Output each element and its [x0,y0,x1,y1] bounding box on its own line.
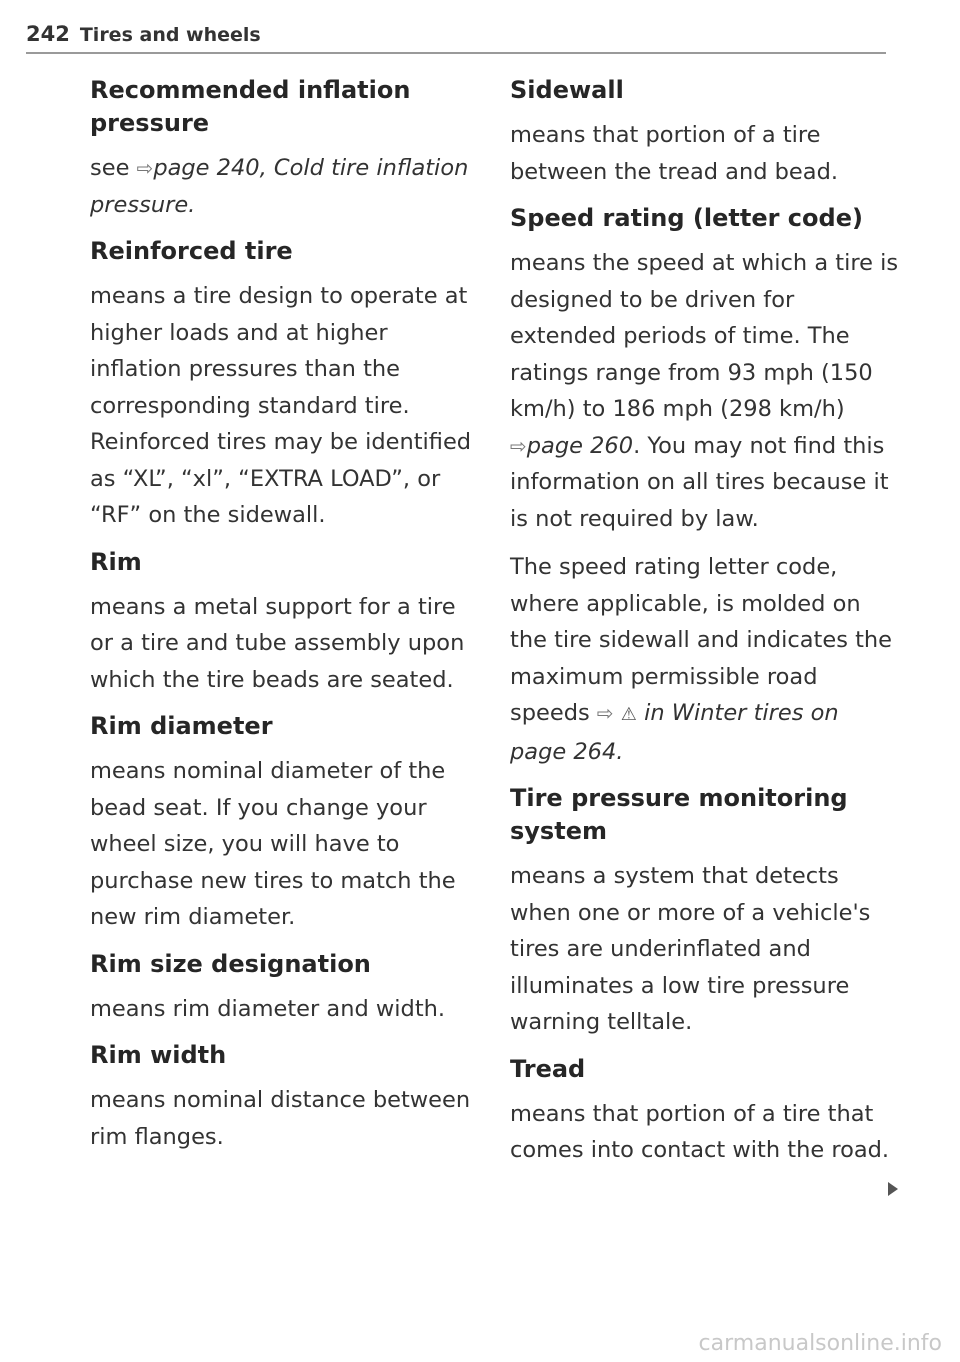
heading-tire-pressure-monitoring: Tire pressure monitoring system [510,784,848,845]
heading-rim-width: Rim width [90,1041,227,1069]
para-rim-width: means nominal distance between rim flanges. [90,1087,471,1150]
para-rim: means a metal support for a tire or a tire and tube assembly upon which the tire beads are seated. [90,593,465,693]
page-ref-link[interactable]: page 260 [526,432,634,459]
continue-arrow-icon [888,1182,898,1196]
see-text: see [90,155,137,181]
watermark: carmanualsonline.info [698,1331,942,1356]
page-ref-link[interactable]: page 240, Cold tire inflation pressure. [90,155,469,218]
para-rim-diameter: means nominal diameter of the bead seat. If you change your wheel size, you will have to purchase new tires to match the new rim diameter. [90,758,456,930]
warning-triangle-icon: ⚠ [620,704,637,725]
section-title: Tires and wheels [79,24,261,46]
speed-rating-text-b: . You may not find this information on all tires because it is not required by law. [510,432,889,532]
para-tread: means that portion of a tire that comes into contact with the road. [510,1100,890,1163]
heading-tread: Tread [510,1054,586,1083]
heading-sidewall: Sidewall [510,76,624,104]
para-tire-pressure-monitoring: means a system that detects when one or more of a vehicle's tires are underinflated and illuminates a low tire pressure warning telltale. [510,863,871,1035]
speed-code-text: The speed rating letter code, where applicable, is molded on the tire sidewall and indicates the maximum permissible road speeds [510,554,892,726]
arrow-right-icon: ⇨ [596,701,614,725]
heading-speed-rating: Speed rating (letter code) [510,204,863,232]
para-reinforced-tire: means a tire design to operate at higher loads and at higher inflation pressures than the corresponding standard tire. Reinforced tires may be identified as “XL”, “xl”, “EXTRA LOAD”, or “RF” on the sidewall. [90,283,472,528]
para-rim-size-designation: means rim diameter and width. [90,995,446,1022]
heading-rim-size-designation: Rim size designation [90,949,371,978]
heading-rim-diameter: Rim diameter [90,712,273,740]
right-column [510,74,900,1181]
page-number: 242 [26,22,70,46]
left-column [90,74,485,1167]
arrow-right-icon: ⇨ [136,156,154,180]
heading-reinforced-tire: Reinforced tire [90,237,293,265]
para-speed-rating [510,245,900,537]
arrow-right-icon: ⇨ [510,433,527,458]
page-header [26,22,886,54]
heading-rim: Rim [90,547,142,576]
speed-rating-text-a: means the speed at which a tire is designed to be driven for extended periods of time. The ratings range from 93 mph (150 km/h) to 186 mph (298 km/h) [510,250,899,422]
para-sidewall: means that portion of a tire between the tread and bead. [510,122,838,185]
heading-recommended-inflation-pressure: Recommended inflation pressure [90,76,411,137]
para-recommended-inflation-pressure [90,150,485,223]
para-speed-rating-code [510,549,900,770]
page-ref-link[interactable]: in Winter tires on page 264. [510,700,839,765]
